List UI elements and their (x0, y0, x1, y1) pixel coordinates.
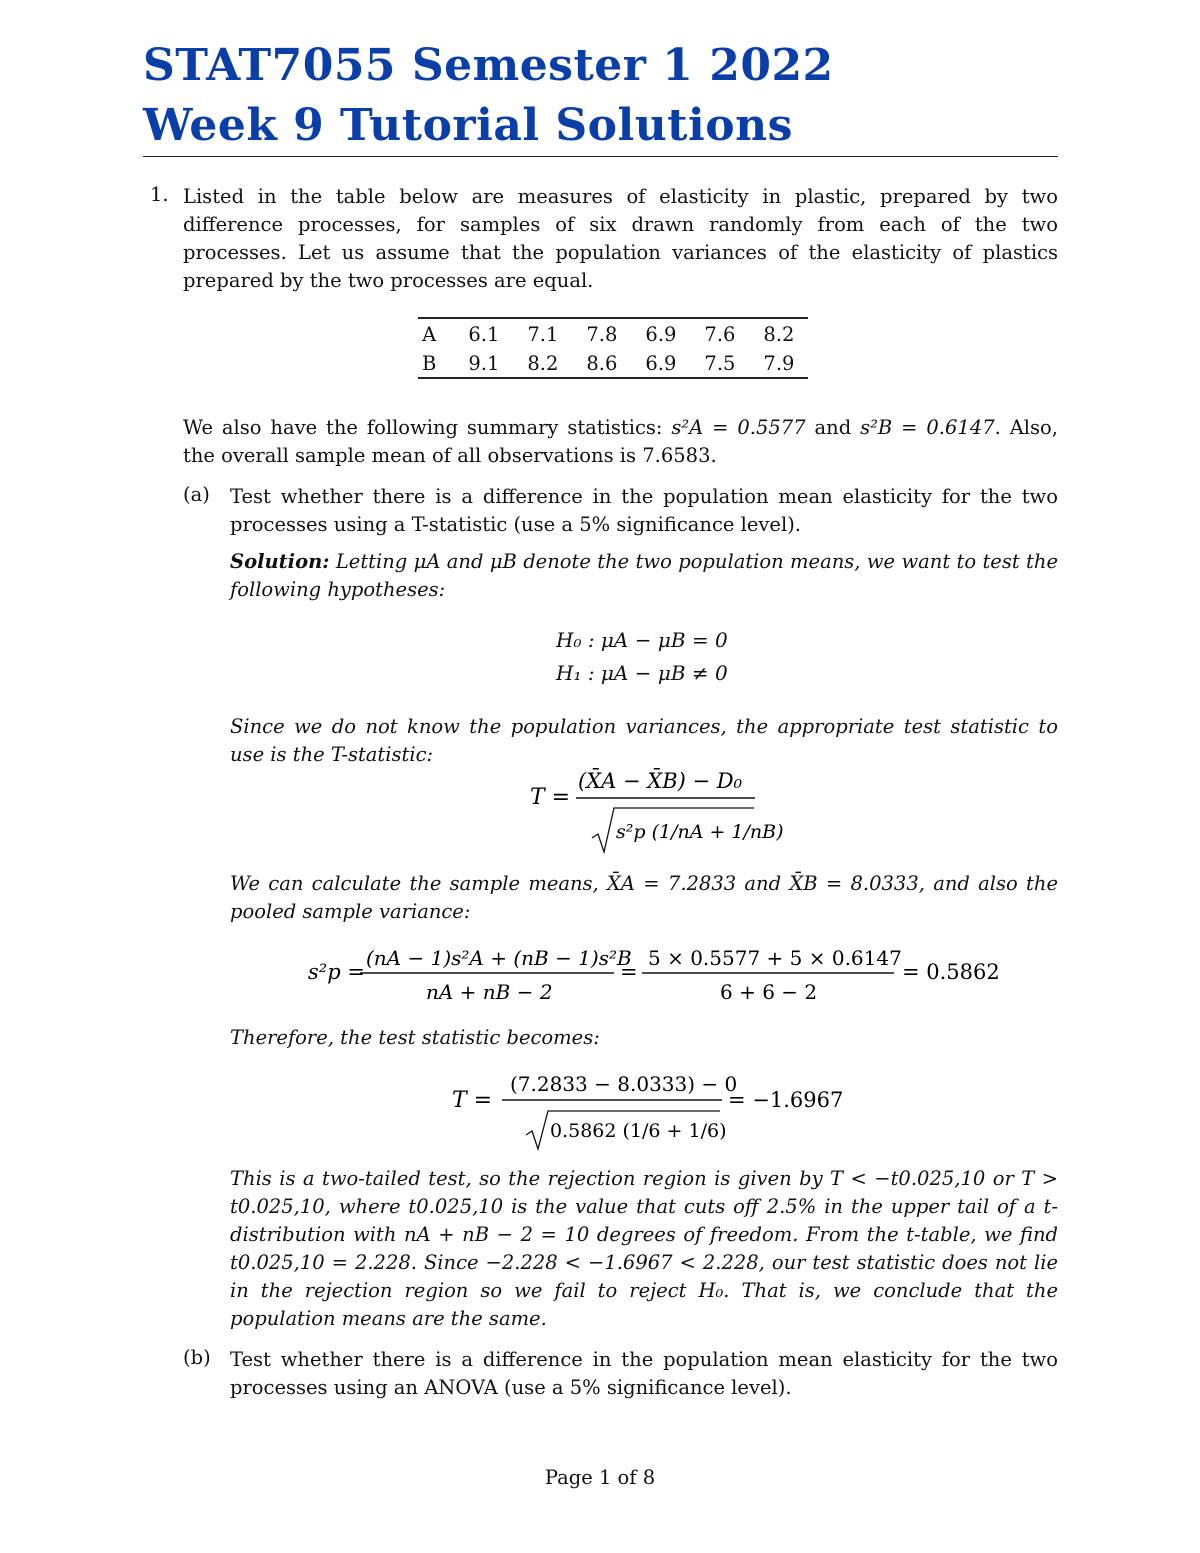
document-title-line2: Week 9 Tutorial Solutions (143, 100, 793, 151)
t-result: = −1.6967 (728, 1088, 844, 1112)
therefore-text: Therefore, the test statistic becomes: (230, 1026, 600, 1049)
part-a-text: Test whether there is a difference in the population mean elasticity for the two processes using a T-statistic (use a 5% significance level). (230, 485, 1058, 536)
elasticity-table (418, 317, 808, 379)
summary-post: . Also, the overall sample mean of all observations is 7.6583. (183, 416, 1058, 467)
solution-intro-text: Letting μA and μB denote the two population means, we want to test the following hypotheses: (230, 550, 1058, 601)
t-numerator: (7.2833 − 8.0333) − 0 (510, 1072, 738, 1096)
table-cell: 8.2 (763, 323, 795, 346)
summary-pre: We also have the following summary statistics: (183, 416, 672, 439)
svg-text:=: = (620, 960, 638, 984)
variance-b: s²B = 0.6147 (860, 416, 995, 439)
t-statistic-formula (530, 760, 790, 860)
part-b-text: Test whether there is a difference in the population mean elasticity for the two processes using an ANOVA (use a 5% significance level). (230, 1348, 1058, 1399)
table-cell: 7.9 (763, 352, 795, 375)
solution-label: Solution: (230, 550, 330, 573)
solution-intro (230, 548, 1058, 604)
table-cell: 7.1 (527, 323, 559, 346)
pooled-denominator-vals: 6 + 6 − 2 (720, 980, 818, 1004)
row-label: A (422, 323, 437, 346)
summary-statistics (183, 414, 1058, 470)
table-cell: 6.9 (645, 352, 677, 375)
t-value-formula (452, 1065, 852, 1155)
conclusion-text: This is a two-tailed test, so the rejection region is given by T < −t0.025,10 or T > t0.025,10, where t0.025,10 is the value that cuts off 2.5% in the upper tail of a t-distribution with nA + nB − 2 = 10 degrees of freedom. From the t-table, we find t0.025,10 = 2.228. Since −2.228 < −1.6967 < 2.228, our test statistic does not lie in the rejection region so we fail to reject H₀. That is, we conclude that the population means are the same. (230, 1167, 1058, 1330)
svg-text:T =: T = (452, 1088, 493, 1113)
since-text: Since we do not know the population variances, the appropriate test statistic to use is the T-statistic: (230, 715, 1058, 766)
part-a-label: (a) (183, 483, 210, 506)
alternative-hypothesis: H₁ : μA − μB ≠ 0 (556, 661, 728, 685)
question-number: 1. (150, 183, 169, 206)
part-b-label: (b) (183, 1346, 211, 1369)
table-cell: 7.6 (704, 323, 736, 346)
pooled-denominator-expr: nA + nB − 2 (426, 980, 553, 1004)
title-divider (143, 156, 1058, 157)
table-cell: 7.5 (704, 352, 736, 375)
svg-text:(X̄A − X̄B) − D₀: (X̄A − X̄B) − D₀ (578, 769, 743, 793)
table-cell: 9.1 (468, 352, 500, 375)
table-cell: 7.8 (586, 323, 618, 346)
table-cell: 6.1 (468, 323, 500, 346)
null-hypothesis: H₀ : μA − μB = 0 (556, 628, 728, 652)
svg-text:s²p (1/nA + 1/nB): s²p (1/nA + 1/nB) (616, 821, 784, 843)
pooled-numerator-expr: (nA − 1)s²A + (nB − 1)s²B (366, 946, 632, 970)
svg-text:s²p =: s²p = (308, 960, 365, 984)
document-title-line1: STAT7055 Semester 1 2022 (143, 40, 834, 91)
table-cell: 8.6 (586, 352, 618, 375)
row-label: B (422, 352, 437, 375)
svg-text:T =: T = (530, 785, 571, 810)
pooled-numerator-vals: 5 × 0.5577 + 5 × 0.6147 (648, 946, 902, 970)
table-cell: 6.9 (645, 323, 677, 346)
t-denominator: 0.5862 (1/6 + 1/6) (550, 1120, 727, 1142)
summary-and: and (805, 416, 861, 439)
sample-means-text: We can calculate the sample means, X̄A = 7.2833 and X̄B = 8.0333, and also the pooled sample variance: (230, 872, 1058, 923)
table-row (418, 318, 808, 348)
table-cell: 8.2 (527, 352, 559, 375)
page-number: Page 1 of 8 (544, 1466, 656, 1489)
pooled-variance-formula (308, 935, 1008, 1015)
variance-a: s²A = 0.5577 (671, 416, 806, 439)
question-text: Listed in the table below are measures of elasticity in plastic, prepared by two difference processes, for samples of six drawn randomly from each of the two processes. Let us assume that the population variances of the elasticity of plastics prepared by the two processes are equal. (183, 185, 1058, 292)
table-row (418, 348, 808, 378)
pooled-result: = 0.5862 (902, 960, 1000, 984)
